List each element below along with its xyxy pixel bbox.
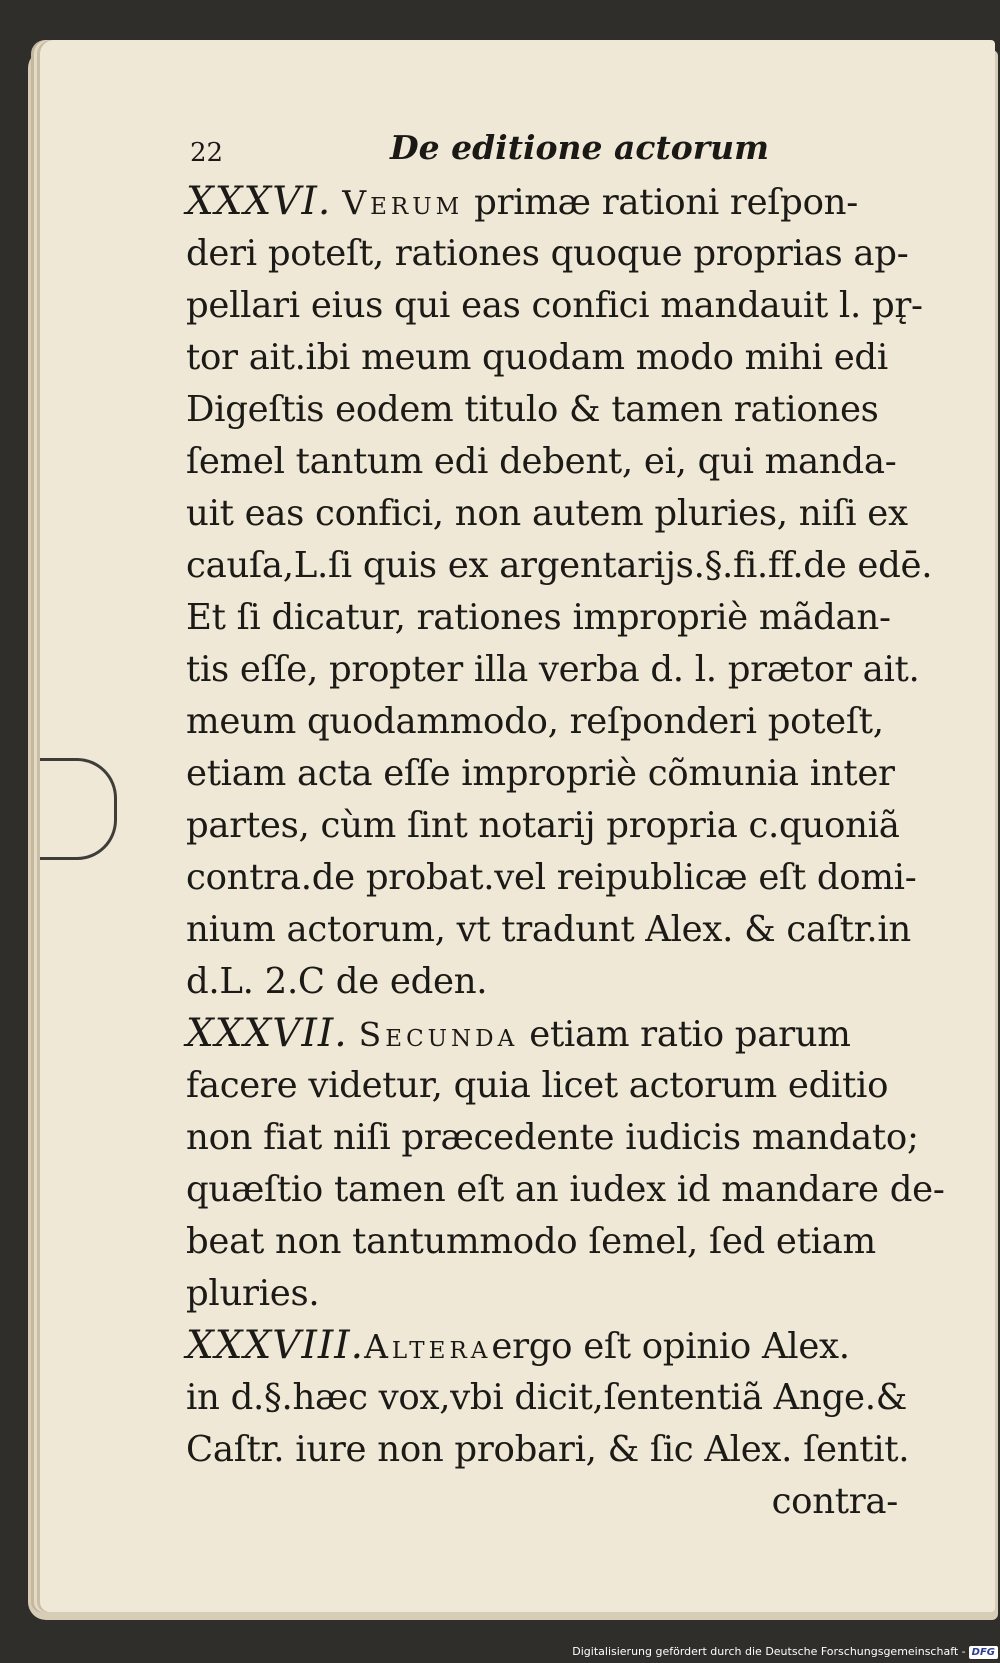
text-line: Caſtr. iure non probari, & ſic Alex. ſentit. [186,1429,910,1470]
page-clip [40,758,120,858]
text-line: cauſa,L.ſi quis ex argentarijs.§.fi.ff.de edē. [186,545,933,586]
section-number: XXXVI. [186,179,332,224]
text-line: deri poteſt, rationes quoque proprias ap- [186,233,909,274]
text-line: tor ait.ibi meum quodam modo mihi edi [186,337,888,378]
text-line: pluries. [186,1273,320,1314]
text-line: d.L. 2.C de eden. [186,961,488,1002]
text-line: Digeſtis eodem titulo & tamen rationes [186,389,879,430]
line-text: ergo eſt opinio Alex. [491,1326,850,1367]
line-text: etiam ratio parum [529,1014,851,1055]
text-line: tis eſſe, propter illa verba d. l. prætor ait. [186,649,920,690]
text-line: non fiat niſi præcedente iudicis mandato; [186,1117,919,1158]
section-number: XXXVIII. [186,1323,365,1368]
text-line [186,176,906,228]
digitization-credit [572,1645,998,1659]
dfg-logo: DFG [969,1646,998,1659]
text-line: pellari eius qui eas confici mandauit l. pr̨- [186,285,923,326]
text-line: beat non tantummodo ſemel, ſed etiam [186,1221,876,1262]
section-opening-word: Secunda [358,1015,519,1054]
text-line [186,1008,906,1060]
body-text [186,176,945,1528]
page-number: 22 [190,138,224,168]
credit-text: Digitalisierung gefördert durch die Deutsche Forschungsgemeinschaft - [572,1645,966,1658]
text-line: etiam acta eſſe impropriè cõmunia inter [186,753,895,794]
text-line: ſemel tantum edi debent, ei, qui manda- [186,441,897,482]
text-line: meum quodammodo, reſponderi poteſt, [186,701,884,742]
text-line: quæſtio tamen eſt an iudex id mandare de- [186,1169,945,1210]
text-line: nium actorum, vt tradunt Alex. & caſtr.in [186,909,911,950]
text-line [186,1320,906,1372]
text-line: partes, cùm ſint notarij propria c.quoniã [186,805,900,846]
catchword: contra- [771,1481,898,1522]
section-opening-word: Altera [364,1327,492,1366]
running-head: De editione actorum [390,128,770,167]
text-line: contra.de probat.vel reipublicæ eſt domi- [186,857,917,898]
line-text: primæ rationi reſpon- [474,182,858,223]
text-line: in d.§.hæc vox,vbi dicit,ſententiã Ange.& [186,1377,907,1418]
section-number: XXXVII. [186,1011,348,1056]
clip-loop [40,758,117,860]
text-line: Et ſi dicatur, rationes impropriè mãdan- [186,597,891,638]
section-opening-word: Verum [342,183,464,222]
text-line: facere videtur, quia licet actorum editio [186,1065,889,1106]
text-line: uit eas confici, non autem pluries, niſi ex [186,493,908,534]
page-header [190,128,910,178]
